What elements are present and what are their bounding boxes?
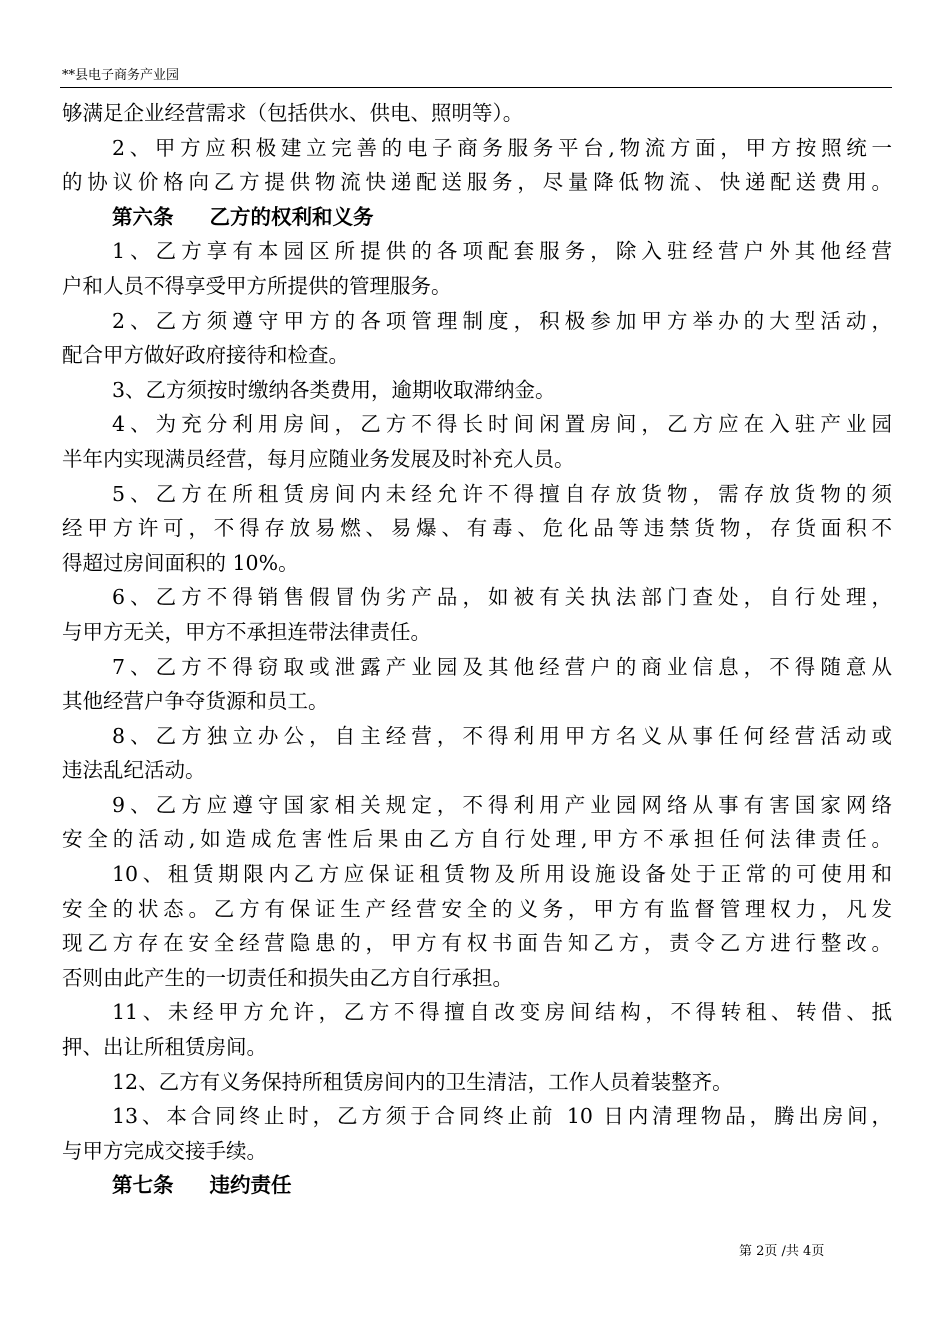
article-number: 第六条 bbox=[112, 204, 174, 229]
text-line: 违法乱纪活动。 bbox=[62, 758, 206, 783]
text-line: 半年内实现满员经营，每月应随业务发展及时补充人员。 bbox=[62, 446, 575, 471]
text-line: 押、出让所租赁房间。 bbox=[62, 1035, 267, 1060]
text-line: 与甲方无关，甲方不承担连带法律责任。 bbox=[62, 619, 431, 644]
section-heading-article-6 bbox=[62, 200, 892, 235]
text-line: 4、为充分利用房间，乙方不得长时间闲置房间，乙方应在入驻产业园 bbox=[112, 412, 892, 437]
article-number: 第七条 bbox=[112, 1173, 174, 1198]
article-title: 乙方的权利和义务 bbox=[209, 204, 374, 229]
text-line: 得超过房间面积的 10%。 bbox=[62, 550, 299, 575]
text-line: 配合甲方做好政府接待和检查。 bbox=[62, 343, 349, 368]
text-line: 10、租赁期限内乙方应保证租赁物及所用设施设备处于正常的可使用和 bbox=[112, 862, 892, 887]
text-line: 2、甲方应积极建立完善的电子商务服务平台,物流方面，甲方按照统一 bbox=[112, 135, 892, 160]
text-line: 户和人员不得享受甲方所提供的管理服务。 bbox=[62, 273, 452, 298]
page-number: 第 2页 /共 4页 bbox=[739, 1244, 825, 1259]
page-header-title: **县电子商务产业园 bbox=[62, 68, 180, 83]
text-line: 其他经营户争夺货源和员工。 bbox=[62, 689, 329, 714]
article-title: 违约责任 bbox=[209, 1173, 292, 1198]
text-line: 与甲方完成交接手续。 bbox=[62, 1138, 267, 1163]
text-line: 经甲方许可，不得存放易燃、易爆、有毒、危化品等违禁货物，存货面积不 bbox=[62, 516, 892, 541]
text-line: 7、乙方不得窃取或泄露产业园及其他经营户的商业信息，不得随意从 bbox=[112, 654, 892, 679]
text-line: 安全的活动,如造成危害性后果由乙方自行处理,甲方不承担任何法律责任。 bbox=[62, 827, 892, 852]
text-line: 2、乙方须遵守甲方的各项管理制度，积极参加甲方举办的大型活动， bbox=[112, 308, 892, 333]
text-line: 安全的状态。乙方有保证生产经营安全的义务，甲方有监督管理权力，凡发 bbox=[62, 896, 892, 921]
text-line: 现乙方存在安全经营隐患的，甲方有权书面告知乙方，责令乙方进行整改。 bbox=[62, 931, 892, 956]
section-heading-article-7 bbox=[62, 1168, 892, 1203]
text-line: 否则由此产生的一切责任和损失由乙方自行承担。 bbox=[62, 965, 513, 990]
header-divider bbox=[60, 87, 892, 88]
document-body bbox=[62, 96, 892, 1203]
text-line: 6、乙方不得销售假冒伪劣产品，如被有关执法部门查处，自行处理， bbox=[112, 585, 892, 610]
text-line: 的协议价格向乙方提供物流快递配送服务，尽量降低物流、快递配送费用。 bbox=[62, 170, 892, 195]
text-line: 12、乙方有义务保持所租赁房间内的卫生清洁，工作人员着装整齐。 bbox=[112, 1069, 733, 1094]
text-line: 11、未经甲方允许，乙方不得擅自改变房间结构，不得转租、转借、抵 bbox=[112, 1000, 892, 1025]
text-line: 5、乙方在所租赁房间内未经允许不得擅自存放货物，需存放货物的须 bbox=[112, 481, 892, 506]
text-line: 1、乙方享有本园区所提供的各项配套服务，除入驻经营户外其他经营 bbox=[112, 239, 892, 264]
text-line: 13、本合同终止时，乙方须于合同终止前 10 日内清理物品，腾出房间， bbox=[112, 1104, 892, 1129]
text-line: 够满足企业经营需求（包括供水、供电、照明等）。 bbox=[62, 101, 524, 125]
text-line: 9、乙方应遵守国家相关规定，不得利用产业园网络从事有害国家网络 bbox=[112, 792, 892, 817]
text-line: 8、乙方独立办公，自主经营，不得利用甲方名义从事任何经营活动或 bbox=[112, 723, 892, 748]
text-line: 3、乙方须按时缴纳各类费用，逾期收取滞纳金。 bbox=[112, 377, 556, 402]
